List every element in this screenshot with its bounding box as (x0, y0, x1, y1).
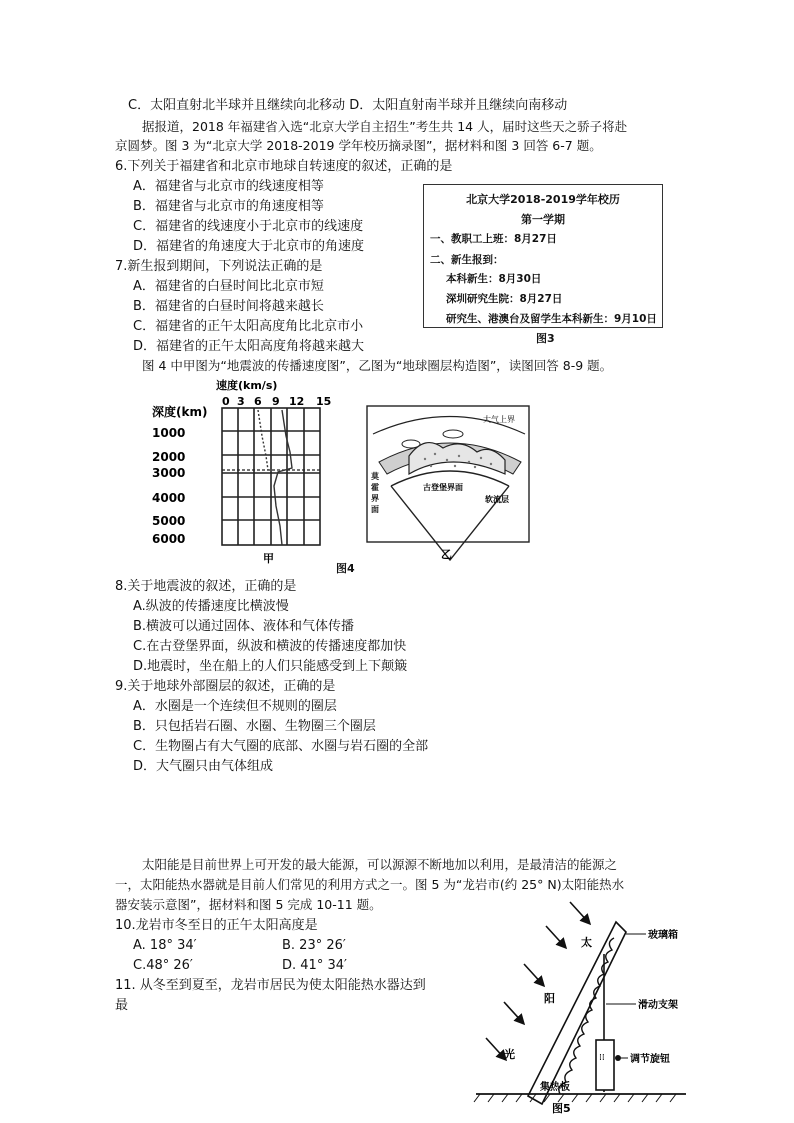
q7-stem: 7.新生报到期间，下列说法正确的是 (115, 259, 323, 274)
q6-stem: 6.下列关于福建省和北京市地球自转速度的叙述，正确的是 (115, 159, 453, 174)
figure4-yi-earth-layers (365, 404, 535, 564)
depth-tick-2000: 2000 (152, 450, 186, 464)
gutenberg-label: 古登堡界面 (423, 483, 463, 492)
sliding-support-label: 滑动支架 (638, 1000, 678, 1011)
asthenosphere-label: 软流层 (485, 495, 509, 504)
q11-stem-line2: 最 (115, 998, 129, 1013)
adjust-marks: ⁞⁞ (599, 1053, 605, 1063)
calendar-term: 第一学期 (521, 213, 565, 226)
collector-plate-label: 集热板 (540, 1082, 570, 1093)
intro-paragraph-3-line2: 一，太阳能热水器就是目前人们常见的利用方式之一。图 5 为“龙岩市(约 25° N)太阳能热水 (115, 877, 625, 892)
q7-option-b: B．福建省的白昼时间将越来越长 (133, 299, 324, 314)
q8-option-c: C.在古登堡界面，纵波和横波的传播速度都加快 (133, 639, 407, 654)
sunlight-label-3: 光 (504, 1048, 515, 1061)
ground-hatching (474, 1094, 676, 1102)
depth-tick-5000: 5000 (152, 514, 186, 528)
speed-axis-label: 速度(km/s) (216, 379, 278, 392)
intro-paragraph-3-line1: 太阳能是目前世界上可开发的最大能源，可以源源不断地加以利用，是最清洁的能源之 (142, 857, 618, 872)
q10-option-c: C.48° 26′ (133, 958, 193, 973)
q6-option-b: B．福建省与北京市的角速度相等 (133, 199, 324, 214)
moho-label-1: 莫 (371, 472, 379, 481)
q9-option-b: B．只包括岩石圈、水圈、生物圈三个圈层 (133, 719, 376, 734)
figure5-solar-heater-diagram (466, 898, 696, 1120)
intro-paragraph-1-line2: 京圆梦。图 3 为“北京大学 2018-2019 学年校历摘录图”，据材料和图 3 回答 6-7 题。 (115, 138, 602, 153)
q5-options-cd: C．太阳直射北半球并且继续向北移动 D．太阳直射南半球并且继续向南移动 (128, 98, 568, 113)
calendar-title: 北京大学2018-2019学年校历 (466, 193, 620, 206)
figure3-calendar-box (423, 184, 663, 328)
adjust-column (596, 1040, 614, 1090)
sunlight-label-2: 阳 (544, 992, 555, 1005)
q10-option-a: A. 18° 34′ (133, 938, 197, 953)
calendar-item-shenzhen: 深圳研究生院：8月27日 (446, 293, 563, 305)
moho-label-2: 霍 (371, 483, 379, 492)
q7-option-d: D．福建省的正午太阳高度角将越来越大 (133, 339, 365, 354)
q9-stem: 9.关于地球外部圈层的叙述，正确的是 (115, 679, 336, 694)
figure3-caption: 图3 (536, 332, 555, 345)
sunlight-label-1: 太 (581, 936, 592, 949)
figure4-jia-seismic-chart (150, 376, 350, 566)
q6-option-c: C．福建省的线速度小于北京市的线速度 (133, 219, 364, 234)
intro-paragraph-1-line1: 据报道，2018 年福建省入选“北京大学自主招生”考生共 14 人，届时这些天之骄子将赴 (142, 119, 628, 134)
q11-stem-line1: 11. 从冬至到夏至，龙岩市居民为使太阳能热水器达到 (115, 978, 426, 993)
speed-tick-3: 3 (237, 395, 245, 408)
adjust-knob-label: 调节旋钮 (630, 1054, 670, 1065)
q8-option-d: D.地震时，坐在船上的人们只能感受到上下颠簸 (133, 659, 408, 674)
calendar-item-postgrad: 研究生、港澳台及留学生本科新生：9月10日 (446, 313, 657, 325)
q8-option-a: A.纵波的传播速度比横波慢 (133, 599, 289, 614)
calendar-item-registration: 二、新生报到： (430, 254, 504, 266)
q8-option-b: B.横波可以通过固体、液体和气体传播 (133, 619, 355, 634)
depth-tick-1000: 1000 (152, 426, 186, 440)
depth-tick-3000: 3000 (152, 466, 186, 480)
q6-option-a: A．福建省与北京市的线速度相等 (133, 179, 324, 194)
q7-option-a: A．福建省的白昼时间比北京市短 (133, 279, 324, 294)
q10-option-d: D. 41° 34′ (282, 958, 347, 973)
q10-stem: 10.龙岩市冬至日的正午太阳高度是 (115, 918, 318, 933)
speed-tick-12: 12 (289, 395, 305, 408)
q10-option-b: B. 23° 26′ (282, 938, 346, 953)
speed-tick-0: 0 (222, 395, 230, 408)
figure5-caption: 图5 (552, 1102, 571, 1115)
depth-axis-label: 深度(km) (152, 405, 208, 419)
q6-option-d: D．福建省的角速度大于北京市的角速度 (133, 239, 365, 254)
q9-option-d: D．大气圈只由气体组成 (133, 759, 274, 774)
q9-option-a: A．水圈是一个连续但不规则的圈层 (133, 699, 337, 714)
speed-tick-9: 9 (272, 395, 280, 408)
moho-label-4: 面 (371, 505, 379, 514)
intro-paragraph-3-line3: 器安装示意图”，据材料和图 5 完成 10-11 题。 (115, 897, 382, 912)
q9-option-c: C．生物圈占有大气圈的底部、水圈与岩石圈的全部 (133, 739, 429, 754)
yi-label: 乙 (441, 548, 452, 561)
depth-tick-4000: 4000 (152, 491, 186, 505)
atmosphere-top-label: 大气上界 (483, 415, 515, 424)
figure4-caption: 图4 (336, 562, 355, 575)
speed-tick-6: 6 (254, 395, 262, 408)
s-wave-curve (258, 410, 268, 470)
q8-stem: 8.关于地震波的叙述，正确的是 (115, 579, 297, 594)
calendar-item-undergrad: 本科新生：8月30日 (446, 273, 542, 285)
depth-tick-6000: 6000 (152, 532, 186, 546)
calendar-item-staff: 一、教职工上班：8月27日 (430, 233, 557, 245)
jia-label: 甲 (263, 552, 274, 565)
adjust-knob (615, 1055, 621, 1061)
q7-option-c: C．福建省的正午太阳高度角比北京市小 (133, 319, 364, 334)
glass-box-label: 玻璃箱 (648, 930, 678, 941)
chart-grid (222, 408, 320, 545)
speed-tick-15: 15 (316, 395, 332, 408)
moho-label-3: 界 (371, 494, 379, 503)
intro-paragraph-2: 图 4 中甲图为“地震波的传播速度图”，乙图为“地球圈层构造图”，读图回答 8-9 题。 (142, 358, 613, 373)
